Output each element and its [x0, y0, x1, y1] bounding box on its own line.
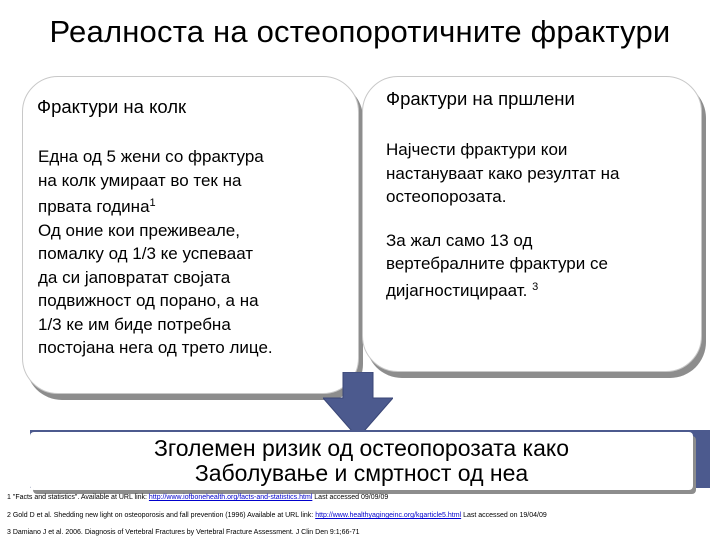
reference-2 [7, 512, 547, 519]
reference-3 [7, 529, 360, 536]
vertebral-line [386, 276, 696, 303]
conclusion-banner [30, 432, 693, 490]
hip-line-text: првата година [38, 197, 150, 216]
down-arrow-icon [323, 372, 393, 438]
hip-line: помалку од 1/3 ке успеваат [38, 244, 254, 263]
slide-title: Реалноста на остеопоротичните фрактури [49, 14, 671, 49]
vertebral-line: вертебралните фрактури се [386, 254, 608, 273]
hip-fractures-heading: Фрактури на колк [37, 96, 187, 117]
vertebral-fractures-heading: Фрактури на пршлени [386, 88, 575, 109]
vertebral-line: За жал само 13 од [386, 230, 533, 250]
reference-link[interactable]: http://www.iofbonehealth.org/facts-and-statistics.html [148, 494, 313, 501]
down-arrow-shape [323, 372, 393, 438]
reference-text: Last accessed on 19/04/09 [461, 512, 547, 519]
vertebral-line: Најчести фрактури кои [386, 140, 568, 159]
hip-fractures-panel [22, 76, 359, 394]
vertebral-line: настануваат како резултат на [386, 163, 620, 183]
vertebral-fractures-text [386, 138, 696, 302]
conclusion-line: Зголемен ризик од остеопорозата како [153, 435, 570, 461]
reference-text: 3 Damiano J et al. 2006. Diagnosis of Vertebral Fractures by Vertebral Fracture Assessment. J Clin Den 9:1;66-71 [7, 529, 360, 536]
hip-fractures-text [38, 145, 360, 360]
reference-link[interactable]: http://www.healthyagingeinc.org/kgarticle5.html [315, 512, 462, 519]
hip-line: 1/3 ке им биде потребна [38, 314, 231, 334]
vertebral-fractures-panel [362, 76, 702, 372]
hip-line [38, 192, 360, 219]
hip-line: постојана нега од трето лице. [38, 338, 273, 357]
hip-line: Од оние кои преживеале, [38, 220, 240, 240]
conclusion-line: Заболување и смртност од неа [194, 460, 529, 486]
reference-text: 1 "Facts and statistics". Available at URL link: [7, 494, 149, 501]
vertebral-line-text: дијагностицираат. [386, 280, 528, 300]
vertebral-line: остеопорозата. [386, 187, 507, 206]
hip-line: подвижност од порано, а на [38, 291, 259, 310]
hip-line: на колк умираат во тек на [38, 170, 242, 190]
reference-text: Last accessed 09/09/09 [312, 494, 389, 501]
footnote-marker: 3 [532, 280, 539, 293]
hip-line: Една од 5 жени со фрактура [38, 147, 264, 166]
footnote-marker: 1 [149, 197, 156, 209]
reference-text: 2 Gold D et al. Shedding new light on osteoporosis and fall prevention (1996) Available at URL link: [7, 512, 316, 519]
hip-line: да си јаповратат својата [38, 267, 231, 287]
conclusion-text [30, 436, 693, 486]
reference-1 [7, 494, 388, 501]
